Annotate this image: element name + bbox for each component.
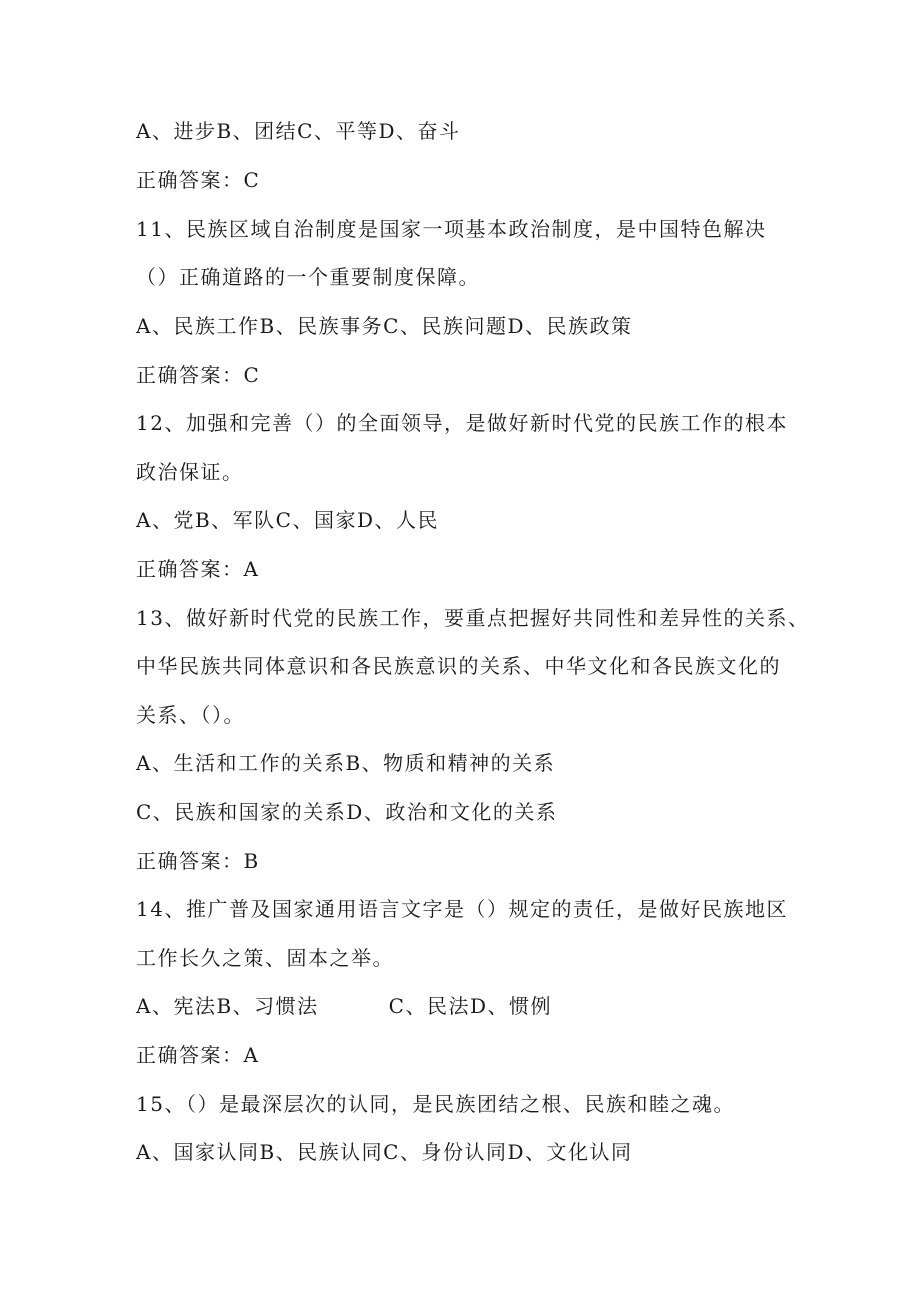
q11-text-line-2: （）正确道路的一个重要制度保障。 — [136, 265, 480, 289]
q13-options-line-2: C、民族和国家的关系D、政治和文化的关系 — [136, 800, 558, 824]
q14-text-line-1: 14、推广普及国家通用语言文字是（）规定的责任，是做好民族地区 — [136, 897, 788, 921]
q14-text-line-2: 工作长久之策、固本之举。 — [136, 946, 394, 970]
q10-answer: 正确答案：C — [136, 168, 261, 192]
q15-text: 15、（）是最深层次的认同，是民族团结之根、民族和睦之魂。 — [136, 1092, 735, 1116]
q14-options — [136, 992, 796, 1020]
q12-answer: 正确答案：A — [136, 557, 260, 581]
q11-text-line-1: 11、民族区域自治制度是国家一项基本政治制度，是中国特色解决 — [136, 217, 767, 241]
q11-answer: 正确答案：C — [136, 363, 261, 387]
q12-text-line-1: 12、加强和完善（）的全面领导，是做好新时代党的民族工作的根本 — [136, 411, 788, 435]
q12-text-line-2: 政治保证。 — [136, 460, 244, 484]
q11-options: A、民族工作B、民族事务C、民族问题D、民族政策 — [136, 314, 633, 338]
q14-options-part-2: C、民法D、惯例 — [388, 994, 552, 1018]
q14-options-part-1: A、宪法B、习惯法 — [136, 994, 319, 1018]
q14-answer: 正确答案：A — [136, 1043, 260, 1067]
q12-options: A、党B、军队C、国家D、人民 — [136, 508, 439, 532]
q13-options-line-1: A、生活和工作的关系B、物质和精神的关系 — [136, 751, 556, 775]
q13-text-line-2: 中华民族共同体意识和各民族意识的关系、中华文化和各民族文化的 — [136, 654, 781, 678]
q15-options: A、国家认同B、民族认同C、身份认同D、文化认同 — [136, 1140, 633, 1164]
q13-answer: 正确答案：B — [136, 849, 260, 873]
q10-options: A、进步B、团结C、平等D、奋斗 — [136, 119, 461, 143]
q13-text-line-3: 关系、（）。 — [136, 703, 245, 727]
q13-text-line-1: 13、做好新时代党的民族工作，要重点把握好共同性和差异性的关系、 — [136, 606, 810, 630]
